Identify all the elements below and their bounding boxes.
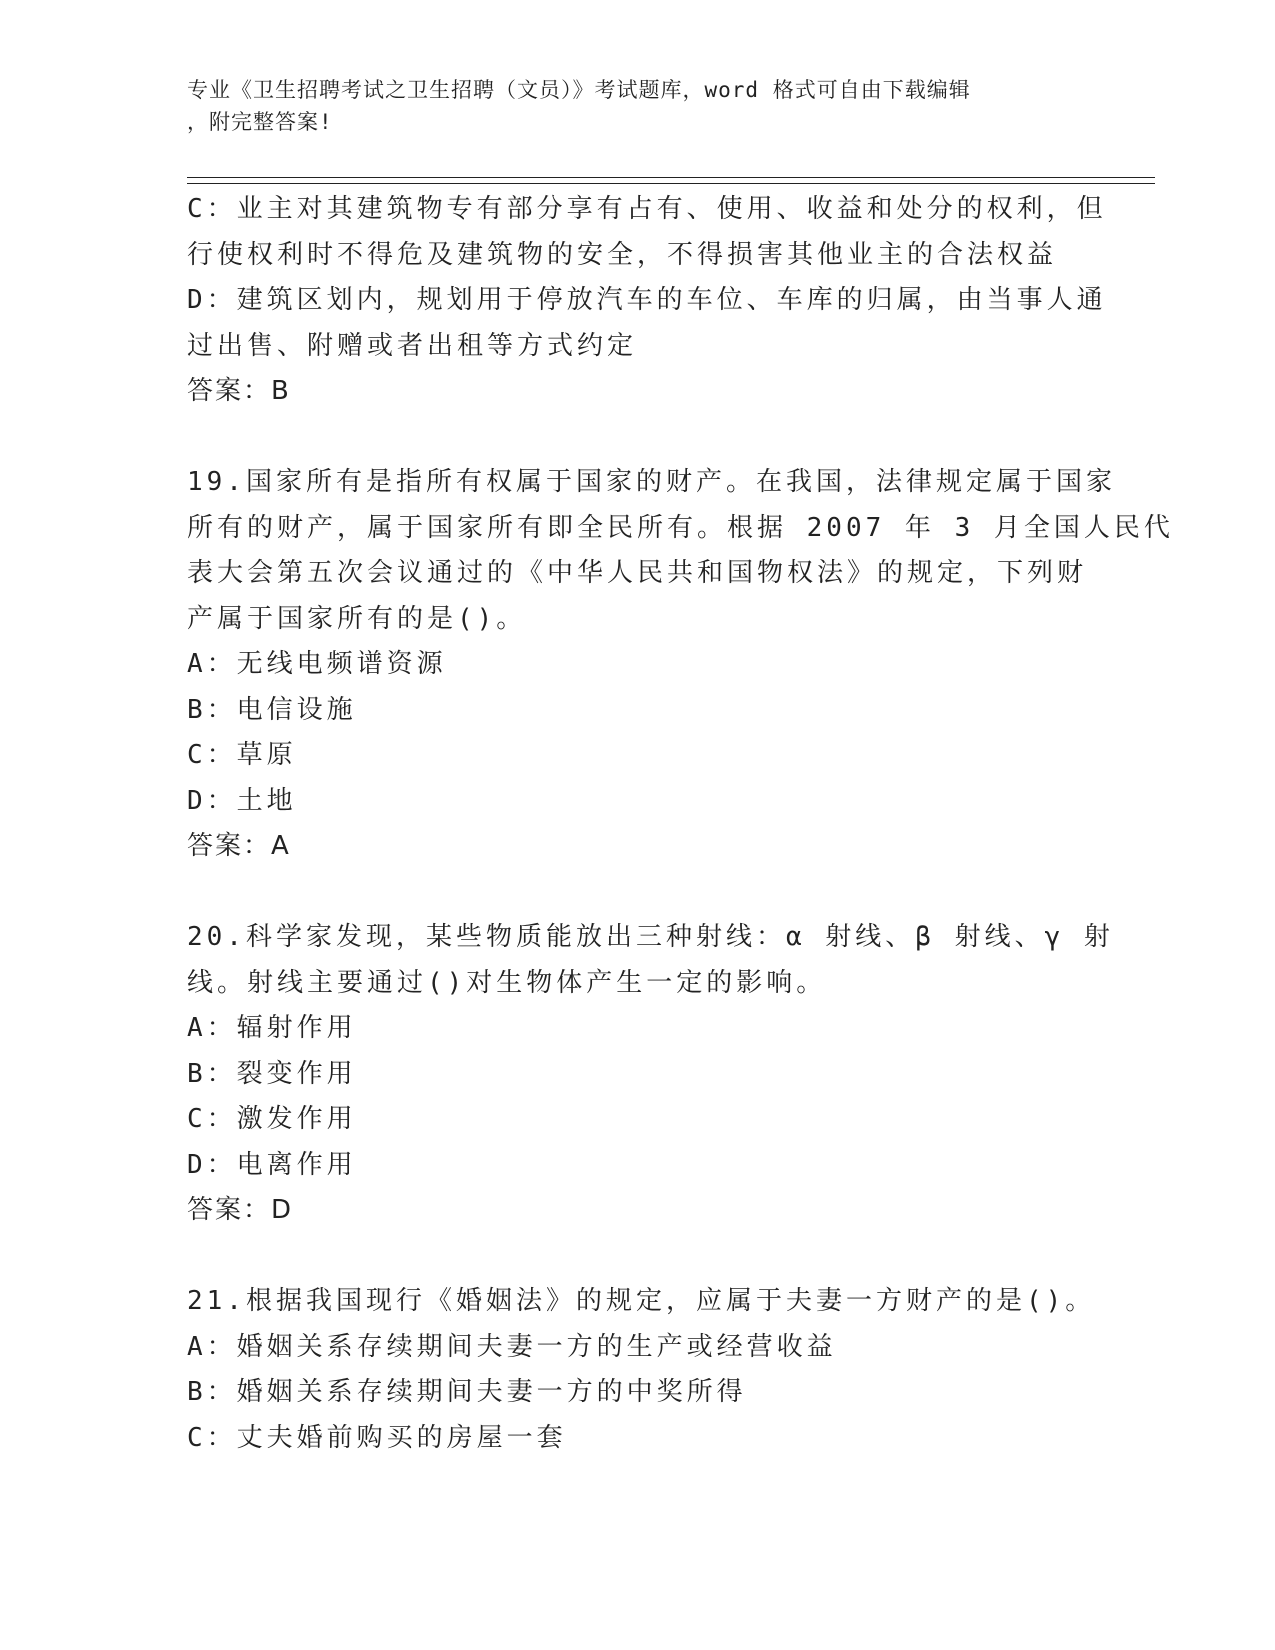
spacer xyxy=(187,415,1087,461)
question-stem-line: 产属于国家所有的是()。 xyxy=(187,603,527,634)
option-a: A：无线电频谱资源 xyxy=(187,649,447,679)
answer-line: 答案：A xyxy=(187,831,291,861)
spacer xyxy=(187,1234,1087,1280)
option-c-line-2: 行使权利时不得危及建筑物的安全，不得损害其他业主的合法权益 xyxy=(187,239,1058,270)
question-19 xyxy=(187,460,1174,870)
option-d-line-2: 过出售、附赠或者出租等方式约定 xyxy=(187,330,638,361)
option-b: B：电信设施 xyxy=(187,694,357,725)
option-b: B：婚姻关系存续期间夫妻一方的中奖所得 xyxy=(187,1377,747,1407)
option-c: C：丈夫婚前购买的房屋一套 xyxy=(187,1422,567,1453)
option-b: B：裂变作用 xyxy=(187,1058,357,1089)
question-stem-line: 所有的财产，属于国家所有即全民所有。根据 2007 年 3 月全国人民代 xyxy=(187,512,1174,543)
option-d: D：土地 xyxy=(187,785,297,816)
question-stem-line: 线。射线主要通过()对生物体产生一定的影响。 xyxy=(187,967,827,998)
question-21 xyxy=(187,1279,1096,1461)
question-stem-line: 20.科学家发现，某些物质能放出三种射线：α 射线、β 射线、γ 射 xyxy=(187,922,1114,952)
question-stem-line: 21.根据我国现行《婚姻法》的规定，应属于夫妻一方财产的是()。 xyxy=(187,1286,1096,1316)
question-stem-line: 19.国家所有是指所有权属于国家的财产。在我国，法律规定属于国家 xyxy=(187,467,1116,497)
header-title-line-1: 专业《卫生招聘考试之卫生招聘（文员）》考试题库，word 格式可自由下载编辑 xyxy=(187,78,971,102)
question-content xyxy=(187,187,1174,1461)
header-double-rule xyxy=(187,177,1155,184)
answer-line: 答案：B xyxy=(187,376,291,406)
option-d-line-1: D：建筑区划内，规划用于停放汽车的车位、车库的归属，由当事人通 xyxy=(187,285,1107,315)
continued-question xyxy=(187,187,1107,415)
header-title-line-2: ，附完整答案! xyxy=(187,110,333,134)
option-c-line-1: C：业主对其建筑物专有部分享有占有、使用、收益和处分的权利，但 xyxy=(187,194,1107,224)
page-header xyxy=(187,74,1067,138)
option-d: D：电离作用 xyxy=(187,1149,357,1180)
answer-line: 答案：D xyxy=(187,1195,294,1225)
option-c: C：激发作用 xyxy=(187,1104,357,1134)
question-20 xyxy=(187,915,1114,1234)
spacer xyxy=(187,870,1087,916)
option-a: A：婚姻关系存续期间夫妻一方的生产或经营收益 xyxy=(187,1331,837,1362)
question-stem-line: 表大会第五次会议通过的《中华人民共和国物权法》的规定，下列财 xyxy=(187,558,1088,588)
option-c: C：草原 xyxy=(187,740,297,770)
option-a: A：辐射作用 xyxy=(187,1013,357,1043)
